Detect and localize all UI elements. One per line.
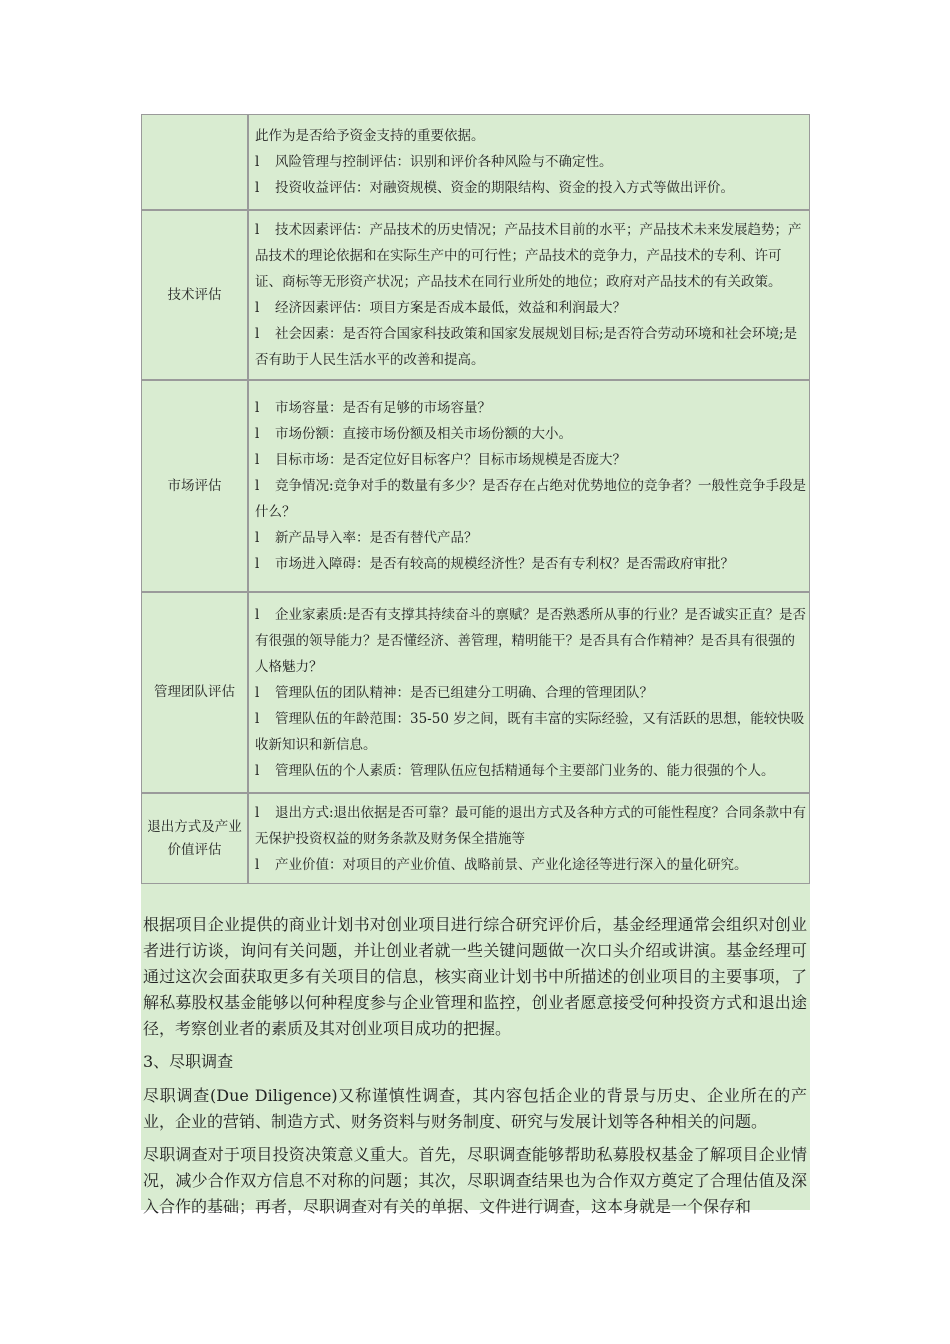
list-item-text: 新产品导入率：是否有替代产品？ [275,530,478,546]
list-item [255,123,807,149]
list-item-text: 此作为是否给予资金支持的重要依据。 [255,128,485,144]
content-cell [248,210,810,380]
content-cell [248,380,810,592]
list-item [255,800,807,852]
list-item [255,706,807,758]
list-item [255,321,807,373]
bullet-marker: l [255,556,260,572]
list-item-text: 技术因素评估：产品技术的历史情况；产品技术目前的水平；产品技术未来发展趋势；产品技术的理论依据和在实际生产中的可行性；产品技术的竞争力，产品技术的专利、许可证、商标等无形资产状况；产品技术在同行业所处的地位；政府对产品技术的有关政策。 [255,222,802,290]
bullet-marker: l [255,426,260,442]
bullet-marker: l [255,326,260,342]
content-cell [248,793,810,884]
bullet-marker: l [255,684,260,701]
bullet-marker: l [255,762,260,779]
bullet-marker: l [255,222,260,238]
list-item [255,395,807,421]
category-cell: 技术评估 [141,210,248,380]
category-cell: 市场评估 [141,380,248,592]
bullet-marker: l [255,180,260,196]
table-row [141,793,810,884]
bullet-marker: l [255,606,260,623]
evaluation-table-body [141,114,810,884]
list-item [255,680,807,706]
category-cell [141,114,248,210]
bullet-marker: l [255,530,260,546]
bullet-marker: l [255,804,260,821]
table-row [141,114,810,210]
content-cell [248,592,810,793]
list-item-text: 投资收益评估：对融资规模、资金的期限结构、资金的投入方式等做出评价。 [275,180,734,196]
bullet-marker: l [255,856,260,873]
bullet-marker: l [255,400,260,416]
list-item-text: 目标市场：是否定位好目标客户？目标市场规模是否庞大？ [275,452,626,468]
bullet-marker: l [255,154,260,170]
list-item-text: 市场份额：直接市场份额及相关市场份额的大小。 [275,426,572,442]
list-item [255,473,807,525]
table-row [141,210,810,380]
list-item-text: 管理队伍的团队精神：是否已组建分工明确、合理的管理团队？ [275,684,653,701]
content-cell [248,114,810,210]
list-item [255,217,807,295]
list-item [255,525,807,551]
list-item-text: 经济因素评估：项目方案是否成本最低，效益和利润最大？ [275,300,626,316]
paragraph-due-diligence-definition: 尽职调查(Due Diligence)又称谨慎性调查，其内容包括企业的背景与历史、企业所在的产业，企业的营销、制造方式、财务资料与财务制度、研究与发展计划等各种相关的问题。 [143,1086,807,1131]
list-item-text: 市场进入障碍：是否有较高的规模经济性？是否有专利权？是否需政府审批？ [275,556,734,572]
list-item [255,295,807,321]
section-heading-due-diligence: 3、尽职调查 [143,1052,234,1071]
list-item [255,175,807,201]
bullet-marker: l [255,710,260,727]
category-cell: 退出方式及产业价值评估 [141,793,248,884]
list-item-text: 管理队伍的年龄范围：35-50 岁之间，既有丰富的实际经验，又有活跃的思想，能较快吸收新知识和新信息。 [255,710,805,753]
list-item [255,852,807,878]
bullet-marker: l [255,300,260,316]
list-item-text: 风险管理与控制评估：识别和评价各种风险与不确定性。 [275,154,613,170]
list-item [255,421,807,447]
table-row [141,592,810,793]
list-item-text: 竞争情况:竞争对手的数量有多少？是否存在占绝对优势地位的竞争者？一般性竞争手段是什么？ [255,478,807,520]
list-item [255,149,807,175]
list-item-text: 市场容量：是否有足够的市场容量？ [275,400,491,416]
list-item-text: 管理队伍的个人素质：管理队伍应包括精通每个主要部门业务的、能力很强的个人。 [275,762,775,779]
bullet-marker: l [255,478,260,494]
list-item-text: 社会因素：是否符合国家科技政策和国家发展规划目标;是否符合劳动环境和社会环境;是否有助于人民生活水平的改善和提高。 [255,326,798,368]
list-item-text: 企业家素质:是否有支撑其持续奋斗的禀赋？是否熟悉所从事的行业？是否诚实正直？是否有很强的领导能力？是否懂经济、善管理，精明能干？是否具有合作精神？是否具有很强的人格魅力？ [255,606,807,675]
category-cell: 管理团队评估 [141,592,248,793]
list-item [255,758,807,784]
list-item [255,551,807,577]
list-item [255,602,807,680]
bullet-marker: l [255,452,260,468]
list-item [255,447,807,473]
paragraph-interview: 根据项目企业提供的商业计划书对创业项目进行综合研究评价后，基金经理通常会组织对创业者进行访谈，询问有关问题，并让创业者就一些关键问题做一次口头介绍或讲演。基金经理可通过这次会面获取更多有关项目的信息，核实商业计划书中所描述的创业项目的主要事项，了解私募股权基金能够以何种程度参与企业管理和监控，创业者愿意接受何种投资方式和退出途径，考察创业者的素质及其对创业项目成功的把握。 [143,915,807,1038]
list-item-text: 产业价值：对项目的产业价值、战略前景、产业化途径等进行深入的量化研究。 [275,856,748,873]
table-row [141,380,810,592]
paragraph-due-diligence-significance: 尽职调查对于项目投资决策意义重大。首先，尽职调查能够帮助私募股权基金了解项目企业情况，减少合作双方信息不对称的问题；其次，尽职调查结果也为合作双方奠定了合理估值及深入合作的基础；再者，尽职调查对有关的单据、文件进行调查，这本身就是一个保存和 [143,1145,807,1216]
evaluation-table [141,114,810,884]
list-item-text: 退出方式:退出依据是否可靠？最可能的退出方式及各种方式的可能性程度？合同条款中有无保护投资权益的财务条款及财务保全措施等 [255,804,807,847]
body-text [143,912,807,1227]
